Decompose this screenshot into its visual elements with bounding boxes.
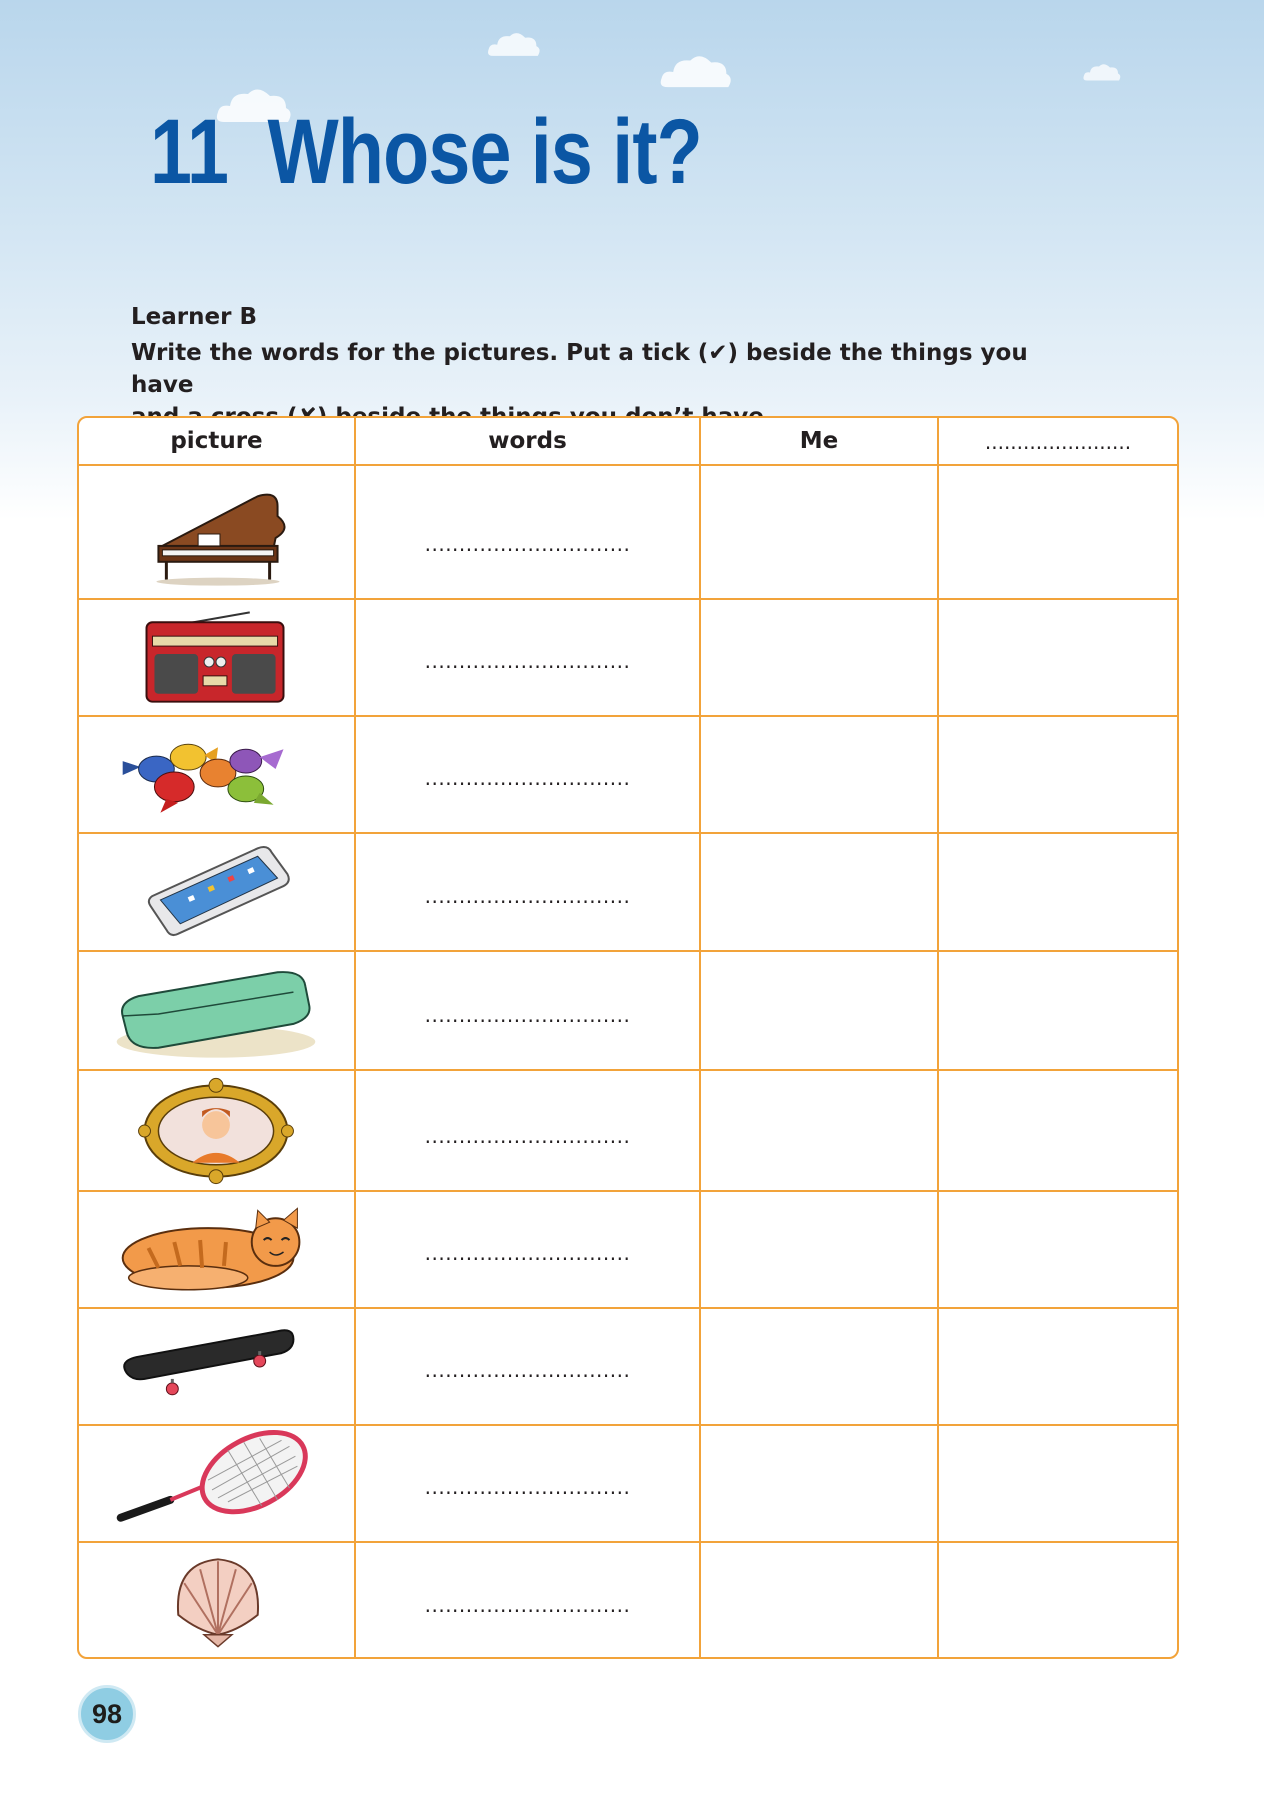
me-cell[interactable] [701, 1309, 939, 1426]
me-cell[interactable] [701, 952, 939, 1071]
picture-cell [79, 717, 356, 834]
me-cell[interactable] [701, 600, 939, 717]
radio-icon [79, 600, 354, 717]
me-cell[interactable] [701, 1071, 939, 1192]
header-me: Me [701, 418, 939, 464]
words-cell[interactable]: .............................. [356, 717, 701, 834]
header-picture: picture [79, 418, 356, 464]
shell-icon [79, 1543, 354, 1659]
tablet-icon [79, 834, 354, 952]
table-header [79, 418, 1177, 464]
table-row [79, 1424, 1177, 1543]
header-blank[interactable]: ....................... [984, 430, 1132, 454]
worksheet-table [77, 416, 1179, 1659]
picture-cell [79, 466, 356, 600]
partner-cell[interactable] [939, 834, 1177, 952]
picture-cell [79, 952, 356, 1071]
picture-cell [79, 1192, 356, 1309]
me-cell[interactable] [701, 1543, 939, 1659]
table-row [79, 1307, 1177, 1426]
mirror-icon [79, 1071, 354, 1192]
page-number: 98 [78, 1685, 136, 1743]
table-row [79, 832, 1177, 952]
cloud-icon [658, 48, 734, 94]
cat-icon [79, 1192, 354, 1309]
me-cell[interactable] [701, 717, 939, 834]
picture-cell [79, 600, 356, 717]
words-cell[interactable]: .............................. [356, 466, 701, 600]
me-cell[interactable] [701, 1426, 939, 1543]
picture-cell [79, 834, 356, 952]
header-words: words [356, 418, 701, 464]
table-row [79, 1190, 1177, 1309]
partner-cell[interactable] [939, 952, 1177, 1071]
partner-cell[interactable] [939, 466, 1177, 600]
table-row [79, 598, 1177, 717]
learner-label: Learner B [131, 304, 257, 330]
picture-cell [79, 1071, 356, 1192]
table-row [79, 1541, 1177, 1659]
partner-cell[interactable] [939, 600, 1177, 717]
words-cell[interactable]: .............................. [356, 1426, 701, 1543]
table-row [79, 715, 1177, 834]
tennis-racket-icon [79, 1426, 354, 1543]
unit-title-text: Whose is it? [267, 101, 702, 203]
me-cell[interactable] [701, 466, 939, 600]
picture-cell [79, 1426, 356, 1543]
instructions-line-1: Write the words for the pictures. Put a tick (✔) beside the things you have [131, 340, 1028, 398]
eraser-icon [79, 952, 354, 1071]
me-cell[interactable] [701, 1192, 939, 1309]
picture-cell [79, 1543, 356, 1659]
words-cell[interactable]: .............................. [356, 834, 701, 952]
sweets-icon [79, 717, 354, 834]
table-row [79, 1069, 1177, 1192]
me-cell[interactable] [701, 834, 939, 952]
partner-cell[interactable] [939, 1309, 1177, 1426]
table-row [79, 950, 1177, 1071]
words-cell[interactable]: .............................. [356, 600, 701, 717]
words-cell[interactable]: .............................. [356, 952, 701, 1071]
unit-title [150, 100, 702, 205]
skateboard-icon [79, 1309, 354, 1426]
partner-cell[interactable] [939, 1192, 1177, 1309]
words-cell[interactable]: .............................. [356, 1071, 701, 1192]
words-cell[interactable]: .............................. [356, 1192, 701, 1309]
cloud-icon [486, 28, 542, 60]
partner-cell[interactable] [939, 1426, 1177, 1543]
cloud-icon [1082, 60, 1122, 84]
table-row [79, 464, 1177, 600]
words-cell[interactable]: .............................. [356, 1309, 701, 1426]
picture-cell [79, 1309, 356, 1426]
words-cell[interactable]: .............................. [356, 1543, 701, 1659]
unit-number: 11 [150, 101, 229, 203]
partner-cell[interactable] [939, 1071, 1177, 1192]
partner-cell[interactable] [939, 1543, 1177, 1659]
partner-cell[interactable] [939, 717, 1177, 834]
piano-icon [79, 466, 354, 600]
